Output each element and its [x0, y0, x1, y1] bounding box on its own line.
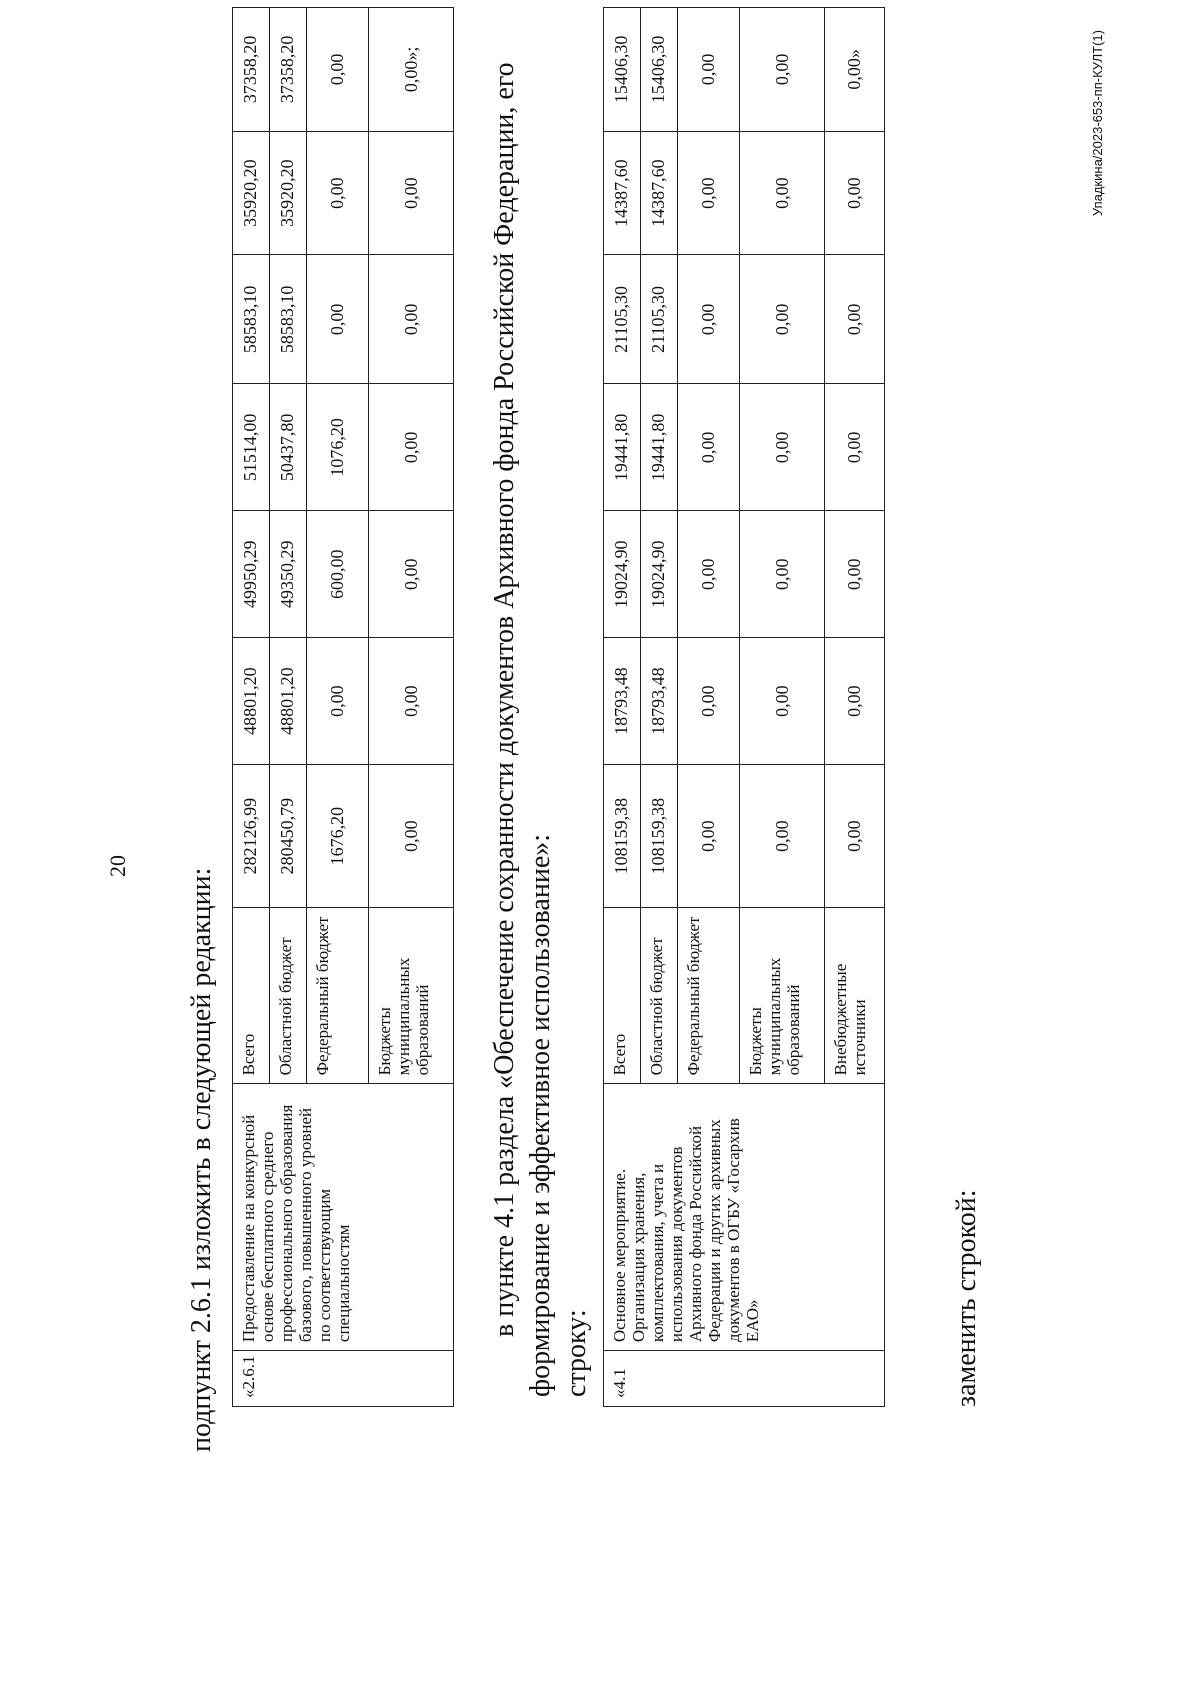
value-cell: 0,00	[369, 384, 454, 511]
value-cell: 49950,29	[233, 511, 270, 638]
value-cell: 0,00	[307, 638, 369, 765]
value-cell: 0,00	[825, 131, 885, 255]
funding-source-cell: Областной бюджет	[270, 908, 307, 1084]
document-reference: Упадкина/2023-653-пп-КУЛТ(1)	[1090, 30, 1105, 217]
value-cell: 0,00	[740, 511, 825, 638]
value-cell: 0,00	[740, 8, 825, 132]
value-cell: 18793,48	[604, 638, 641, 765]
replace-text: заменить строкой:	[951, 1189, 982, 1407]
value-cell: 58583,10	[233, 255, 270, 384]
value-cell: 0,00	[307, 255, 369, 384]
value-cell: 0,00	[369, 255, 454, 384]
value-cell: 19441,80	[641, 384, 678, 511]
funding-source-cell: Федеральный бюджет	[307, 908, 369, 1084]
value-cell: 0,00	[678, 638, 740, 765]
funding-source-cell: Бюджеты муниципальных образований	[369, 908, 454, 1084]
value-cell: 108159,38	[604, 765, 641, 908]
value-cell: 0,00	[825, 255, 885, 384]
value-cell: 280450,79	[270, 765, 307, 908]
value-cell: 48801,20	[270, 638, 307, 765]
value-cell: 0,00	[740, 638, 825, 765]
value-cell: 58583,10	[270, 255, 307, 384]
value-cell: 0,00	[740, 131, 825, 255]
value-cell: 0,00	[740, 765, 825, 908]
table-4-1	[603, 7, 885, 1407]
row-number-cell: «4.1	[604, 1351, 885, 1407]
value-cell: 18793,48	[641, 638, 678, 765]
value-cell: 0,00	[825, 638, 885, 765]
paragraph-4-1-line1: в пункте 4.1 раздела «Обеспечение сохранности документов Архивного фонда Российской Федерации, его	[489, 62, 520, 1337]
value-cell: 0,00	[678, 765, 740, 908]
activity-name-cell: Предоставление на конкурсной основе бесплатного среднего профессионального образования базового, повышенного уровней по соответствующим специальностям	[233, 1084, 454, 1351]
funding-source-cell: Всего	[604, 908, 641, 1084]
intro-paragraph: подпункт 2.6.1 изложить в следующей редакции:	[186, 867, 217, 1452]
value-cell: 0,00	[740, 255, 825, 384]
value-cell: 15406,30	[641, 8, 678, 132]
funding-source-cell: Областной бюджет	[641, 908, 678, 1084]
row-number-cell: «2.6.1	[233, 1351, 454, 1407]
paragraph-4-1-line2: формирование и эффективное использование»:	[525, 833, 556, 1397]
value-cell: 15406,30	[604, 8, 641, 132]
value-cell: 600,00	[307, 511, 369, 638]
value-cell: 14387,60	[604, 131, 641, 255]
table-2-6-1	[232, 7, 454, 1407]
paragraph-4-1-line3: строку:	[561, 1309, 592, 1397]
value-cell: 0,00	[307, 8, 369, 132]
funding-source-cell: Внебюджетные источники	[825, 908, 885, 1084]
funding-source-cell: Всего	[233, 908, 270, 1084]
value-cell: 19024,90	[641, 511, 678, 638]
funding-source-cell: Федеральный бюджет	[678, 908, 740, 1084]
value-cell: 19024,90	[604, 511, 641, 638]
value-cell: 48801,20	[233, 638, 270, 765]
value-cell: 0,00	[678, 131, 740, 255]
value-cell: 37358,20	[233, 8, 270, 132]
funding-source-cell: Бюджеты муниципальных образований	[740, 908, 825, 1084]
value-cell: 0,00	[369, 131, 454, 255]
value-cell: 35920,20	[233, 131, 270, 255]
value-cell: 19441,80	[604, 384, 641, 511]
value-cell: 0,00	[369, 765, 454, 908]
activity-name-cell: Основное мероприятие. Организация хранения, комплектования, учета и использования документов Архивного фонда Российской Федерации и других архивных документов в ОГБУ «Госархив ЕАО»	[604, 1084, 885, 1351]
value-cell: 108159,38	[641, 765, 678, 908]
value-cell: 50437,80	[270, 384, 307, 511]
value-cell: 0,00	[740, 384, 825, 511]
value-cell: 282126,99	[233, 765, 270, 908]
value-cell: 0,00	[678, 8, 740, 132]
value-cell: 14387,60	[641, 131, 678, 255]
value-cell: 1676,20	[307, 765, 369, 908]
value-cell: 1076,20	[307, 384, 369, 511]
value-cell: 0,00	[825, 384, 885, 511]
value-cell: 0,00»;	[369, 8, 454, 132]
value-cell: 35920,20	[270, 131, 307, 255]
value-cell: 21105,30	[641, 255, 678, 384]
value-cell: 0,00	[678, 511, 740, 638]
value-cell: 21105,30	[604, 255, 641, 384]
value-cell: 49350,29	[270, 511, 307, 638]
value-cell: 0,00»	[825, 8, 885, 132]
value-cell: 0,00	[825, 511, 885, 638]
value-cell: 0,00	[369, 638, 454, 765]
table-row	[604, 8, 641, 1407]
value-cell: 0,00	[825, 765, 885, 908]
value-cell: 0,00	[369, 511, 454, 638]
value-cell: 0,00	[307, 131, 369, 255]
page-number: 20	[105, 855, 130, 877]
value-cell: 37358,20	[270, 8, 307, 132]
value-cell: 0,00	[678, 384, 740, 511]
value-cell: 51514,00	[233, 384, 270, 511]
value-cell: 0,00	[678, 255, 740, 384]
table-row	[233, 8, 270, 1407]
